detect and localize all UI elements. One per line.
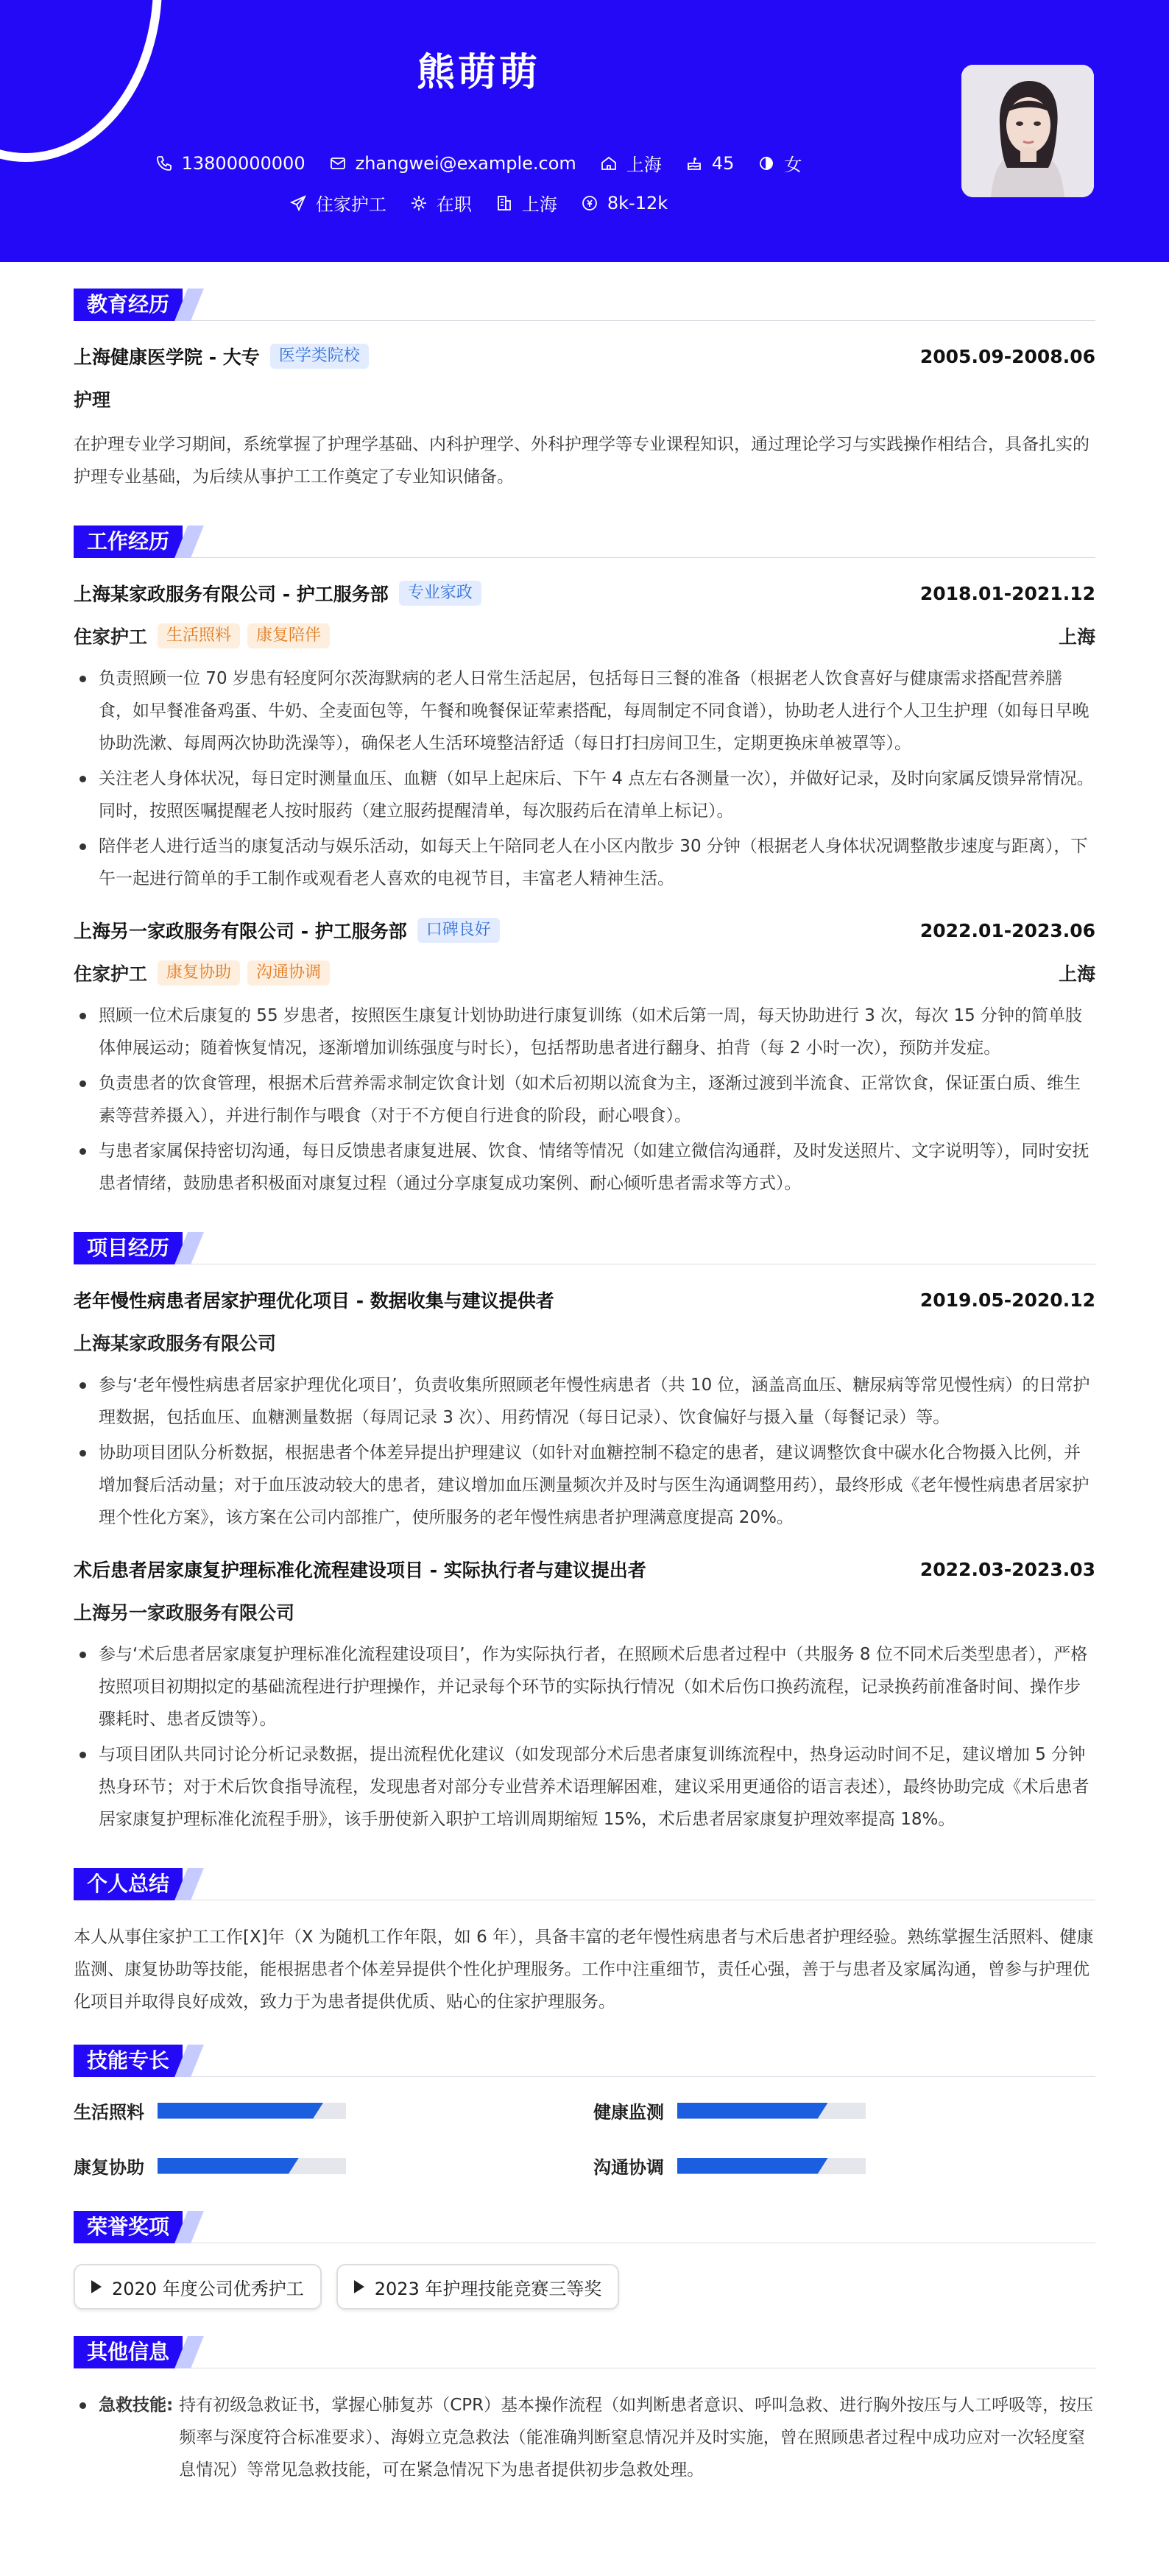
position-info bbox=[289, 190, 386, 216]
company-name: 上海另一家政服务有限公司 - 护工服务部 bbox=[74, 921, 407, 942]
job-role-row bbox=[74, 958, 1095, 988]
award-text: 2020 年度公司优秀护工 bbox=[112, 2278, 304, 2299]
phone-info bbox=[155, 153, 306, 174]
list-item: 与项目团队共同讨论分析记录数据，提出流程优化建议（如发现部分术后患者康复训练流程中，热身运动时间不足，建议增加 5 分钟热身环节；对于术后饮食指导流程，发现患者对部分专业营养术语理解困难，建议采用更通俗的语言表述），最终协助完成《术后患者居家康复护理标准化流程手册》，该手册使新入职护工培训周期缩短 15%，术后患者居家康复护理效率提高 18%。 bbox=[74, 1738, 1095, 1836]
project-details bbox=[74, 1369, 1095, 1534]
major-name: 护理 bbox=[74, 389, 111, 411]
position-text: 住家护工 bbox=[315, 194, 386, 215]
section-title bbox=[74, 1868, 1095, 1900]
school-name: 上海健康医学院 - 大专 bbox=[74, 347, 260, 368]
section-label: 项目经历 bbox=[74, 1232, 183, 1264]
school-tag: 医学类院校 bbox=[270, 344, 369, 369]
email-text: zhangwei@example.com bbox=[355, 152, 576, 174]
list-item: 协助项目团队分析数据，根据患者个体差异提出护理建议（如针对血糖控制不稳定的患者，建议调整饮食中碳水化合物摄入比例，并增加餐后活动量；对于血压波动较大的患者，建议增加血压测量频次并及时与医生沟通调整用药），最终形成《老年慢性病患者居家护理个性化方案》，该方案在公司内部推广，使所服务的老年慢性病患者护理满意度提高 20%。 bbox=[74, 1437, 1095, 1534]
awards-list bbox=[74, 2264, 1095, 2310]
honors-section bbox=[74, 2211, 1095, 2310]
skill-name: 康复协助 bbox=[74, 2157, 144, 2178]
job-city: 上海 bbox=[1058, 626, 1095, 648]
triangle-icon bbox=[91, 2280, 102, 2293]
project-head bbox=[74, 1285, 1095, 1314]
section-title bbox=[74, 2211, 1095, 2243]
resume-body bbox=[74, 262, 1095, 2489]
list-item bbox=[74, 2389, 1095, 2486]
section-divider bbox=[74, 320, 1095, 321]
skill-name: 沟通协调 bbox=[593, 2157, 664, 2178]
skill-name: 生活照料 bbox=[74, 2102, 144, 2123]
role-tag: 沟通协调 bbox=[247, 960, 330, 986]
project-name: 术后患者居家康复护理标准化流程建设项目 - 实际执行者与建议提出者 bbox=[74, 1560, 646, 1581]
project-date: 2022.03-2023.03 bbox=[919, 1558, 1095, 1580]
section-label: 个人总结 bbox=[74, 1868, 183, 1900]
job-date: 2018.01-2021.12 bbox=[919, 582, 1095, 604]
list-item: 陪伴老人进行适当的康复活动与娱乐活动，如每天上午陪同老人在小区内散步 30 分钟（根据老人身体状况调整散步速度与距离），下午一起进行简单的手工制作或观看老人喜欢的电视节目，丰富老人精神生活。 bbox=[74, 830, 1095, 895]
salary-icon bbox=[581, 194, 598, 212]
company-tag: 专业家政 bbox=[399, 581, 481, 606]
project-org: 上海某家政服务有限公司 bbox=[74, 1333, 277, 1354]
award-text: 2023 年护理技能竞赛三等奖 bbox=[374, 2278, 602, 2299]
job-head bbox=[74, 916, 1095, 945]
section-label: 其他信息 bbox=[74, 2336, 183, 2368]
city-info bbox=[600, 150, 662, 176]
project-entry bbox=[74, 1285, 1095, 1534]
list-item: 负责照顾一位 70 岁患有轻度阿尔茨海默病的老人日常生活起居，包括每日三餐的准备（根据老人饮食喜好与健康需求搭配营养膳食，如早餐准备鸡蛋、牛奶、全麦面包等，午餐和晚餐保证荤素搭配，每周制定不同食谱），协助老人进行个人卫生护理（如每日早晚协助洗漱、每周两次协助洗澡等），确保老人生活环境整洁舒适（每日打扫房间卫生，定期更换床单被罩等）。 bbox=[74, 662, 1095, 760]
section-title bbox=[74, 1232, 1095, 1264]
project-org-row bbox=[74, 1328, 1095, 1357]
skill-bar-fill bbox=[677, 2158, 828, 2174]
section-label: 工作经历 bbox=[74, 526, 183, 558]
triangle-icon bbox=[354, 2280, 364, 2293]
skill-bar bbox=[677, 2158, 866, 2174]
company-tag: 口碑良好 bbox=[417, 918, 500, 943]
skill-bar bbox=[158, 2158, 346, 2174]
phone-text: 13800000000 bbox=[181, 152, 306, 174]
contact-row-2 bbox=[0, 190, 957, 216]
job-duties bbox=[74, 999, 1095, 1200]
age-info bbox=[685, 153, 735, 174]
age-icon bbox=[685, 155, 703, 172]
age-text: 45 bbox=[711, 152, 735, 174]
status-info bbox=[410, 190, 472, 216]
building-icon bbox=[495, 194, 513, 212]
work-city-text: 上海 bbox=[521, 194, 557, 215]
gender-icon bbox=[757, 155, 775, 172]
project-head bbox=[74, 1554, 1095, 1584]
candidate-name: 熊萌萌 bbox=[416, 51, 540, 95]
project-org: 上海另一家政服务有限公司 bbox=[74, 1602, 295, 1624]
projects-section bbox=[74, 1232, 1095, 1836]
gender-info bbox=[757, 150, 802, 176]
section-label: 荣誉奖项 bbox=[74, 2211, 183, 2243]
status-text: 在职 bbox=[436, 194, 472, 215]
skill-bar-fill bbox=[677, 2103, 828, 2119]
major-row bbox=[74, 384, 1095, 414]
education-date: 2005.09-2008.06 bbox=[919, 345, 1095, 367]
summary-text: 本人从事住家护工工作[X]年（X 为随机工作年限，如 6 年），具备丰富的老年慢性病患者与术后患者护理经验。熟练掌握生活照料、健康监测、康复协助等技能，能根据患者个体差异提供个性化护理服务。工作中注重细节，责任心强，善于与患者及家属沟通，曾参与护理优化项目并取得良好成效，致力于为患者提供优质、贴心的住家护理服务。 bbox=[74, 1928, 1094, 2011]
award-item bbox=[336, 2264, 620, 2310]
section-title bbox=[74, 2336, 1095, 2368]
list-item: 照顾一位术后康复的 55 岁患者，按照医生康复计划协助进行康复训练（如术后第一周，每天协助进行 3 次，每次 15 分钟的简单肢体伸展运动；随着恢复情况，逐渐增加训练强度与时长），包括帮助患者进行翻身、拍背（每 2 小时一次），预防并发症。 bbox=[74, 999, 1095, 1064]
list-item: 关注老人身体状况，每日定时测量血压、血糖（如早上起床后、下午 4 点左右各测量一次），并做好记录，及时向家属反馈异常情况。同时，按照医嘱提醒老人按时服药（建立服药提醒清单，每次服药后在清单上标记）。 bbox=[74, 762, 1095, 827]
work-city-info bbox=[495, 190, 557, 216]
skills-section bbox=[74, 2045, 1095, 2179]
job-entry bbox=[74, 578, 1095, 895]
section-label: 技能专长 bbox=[74, 2045, 183, 2077]
work-section bbox=[74, 526, 1095, 1200]
summary-section bbox=[74, 1868, 1095, 2018]
education-section bbox=[74, 289, 1095, 493]
send-icon bbox=[289, 194, 307, 212]
other-info-label: 急救技能: bbox=[99, 2396, 174, 2415]
job-role-row bbox=[74, 621, 1095, 651]
project-details bbox=[74, 1638, 1095, 1836]
job-city: 上海 bbox=[1058, 963, 1095, 985]
salary-text: 8k-12k bbox=[607, 192, 668, 213]
section-title bbox=[74, 2045, 1095, 2077]
skill-bar bbox=[158, 2103, 346, 2119]
project-entry bbox=[74, 1554, 1095, 1836]
job-date: 2022.01-2023.06 bbox=[919, 919, 1095, 941]
skill-item bbox=[593, 2098, 1095, 2123]
status-icon bbox=[410, 194, 428, 212]
job-entry bbox=[74, 916, 1095, 1200]
skill-item bbox=[74, 2153, 593, 2179]
email-info bbox=[329, 153, 576, 174]
job-role: 住家护工 bbox=[74, 963, 148, 985]
list-item: 与患者家属保持密切沟通，每日反馈患者康复进展、饮食、情绪等情况（如建立微信沟通群，及时发送照片、文字说明等），同时安抚患者情绪，鼓励患者积极面对康复过程（通过分享康复成功案例、耐心倾听患者需求等方式）。 bbox=[74, 1135, 1095, 1200]
skill-name: 健康监测 bbox=[593, 2102, 664, 2123]
resume-header bbox=[0, 0, 1169, 262]
skills-grid bbox=[74, 2098, 1095, 2179]
other-section bbox=[74, 2336, 1095, 2486]
education-entry-head bbox=[74, 342, 1095, 371]
skill-item bbox=[593, 2153, 1095, 2179]
role-tag: 康复协助 bbox=[158, 960, 240, 986]
project-org-row bbox=[74, 1597, 1095, 1627]
education-description: 在护理专业学习期间，系统掌握了护理学基础、内科护理学、外科护理学等专业课程知识，通过理论学习与实践操作相结合，具备扎实的护理专业基础，为后续从事护工工作奠定了专业知识储备。 bbox=[74, 435, 1089, 486]
section-divider bbox=[74, 557, 1095, 558]
avatar bbox=[961, 65, 1094, 197]
gender-text: 女 bbox=[784, 155, 802, 175]
role-tag: 康复陪伴 bbox=[247, 623, 330, 648]
company-name: 上海某家政服务有限公司 - 护工服务部 bbox=[74, 584, 389, 605]
award-item bbox=[74, 2264, 322, 2310]
project-date: 2019.05-2020.12 bbox=[919, 1289, 1095, 1311]
email-icon bbox=[329, 155, 347, 172]
section-title bbox=[74, 289, 1095, 321]
section-label: 教育经历 bbox=[74, 289, 183, 321]
skill-bar bbox=[677, 2103, 866, 2119]
job-duties bbox=[74, 662, 1095, 895]
phone-icon bbox=[155, 155, 173, 172]
section-title bbox=[74, 526, 1095, 558]
job-head bbox=[74, 578, 1095, 608]
skill-bar-fill bbox=[158, 2158, 299, 2174]
salary-info bbox=[581, 193, 668, 213]
list-item: 参与‘老年慢性病患者居家护理优化项目’，负责收集所照顾老年慢性病患者（共 10 位，涵盖高血压、糖尿病等常见慢性病）的日常护理数据，包括血压、血糖测量数据（每周记录 3 次）、用药情况（每日记录）、饮食偏好与摄入量（每餐记录）等。 bbox=[74, 1369, 1095, 1434]
city-text: 上海 bbox=[626, 155, 662, 175]
job-role: 住家护工 bbox=[74, 626, 148, 648]
home-icon bbox=[600, 155, 618, 172]
avatar-portrait bbox=[961, 65, 1094, 197]
role-tag: 生活照料 bbox=[158, 623, 240, 648]
section-divider bbox=[74, 2076, 1095, 2077]
contact-row-1 bbox=[0, 150, 957, 176]
list-item: 负责患者的饮食管理，根据术后营养需求制定饮食计划（如术后初期以流食为主，逐渐过渡到半流食、正常饮食，保证蛋白质、维生素等营养摄入），并进行制作与喂食（对于不方便自行进食的阶段，耐心喂食）。 bbox=[74, 1067, 1095, 1132]
other-info-list bbox=[74, 2389, 1095, 2486]
skill-bar-fill bbox=[158, 2103, 323, 2119]
list-item: 参与‘术后患者居家康复护理标准化流程建设项目’，作为实际执行者，在照顾术后患者过程中（共服务 8 位不同术后类型患者），严格按照项目初期拟定的基础流程进行护理操作，并记录每个环节的实际执行情况（如术后伤口换药流程，记录换药前准备时间、操作步骤耗时、患者反馈等）。 bbox=[74, 1638, 1095, 1735]
skill-item bbox=[74, 2098, 593, 2123]
other-info-text: 持有初级急救证书，掌握心肺复苏（CPR）基本操作流程（如判断患者意识、呼叫急救、进行胸外按压与人工呼吸等，按压频率与深度符合标准要求）、海姆立克急救法（能准确判断窒息情况并及时实施，曾在照顾患者过程中成功应对一次轻度窒息情况）等常见急救技能，可在紧急情况下为患者提供初步急救处理。 bbox=[179, 2396, 1094, 2480]
project-name: 老年慢性病患者居家护理优化项目 - 数据收集与建议提供者 bbox=[74, 1290, 554, 1312]
